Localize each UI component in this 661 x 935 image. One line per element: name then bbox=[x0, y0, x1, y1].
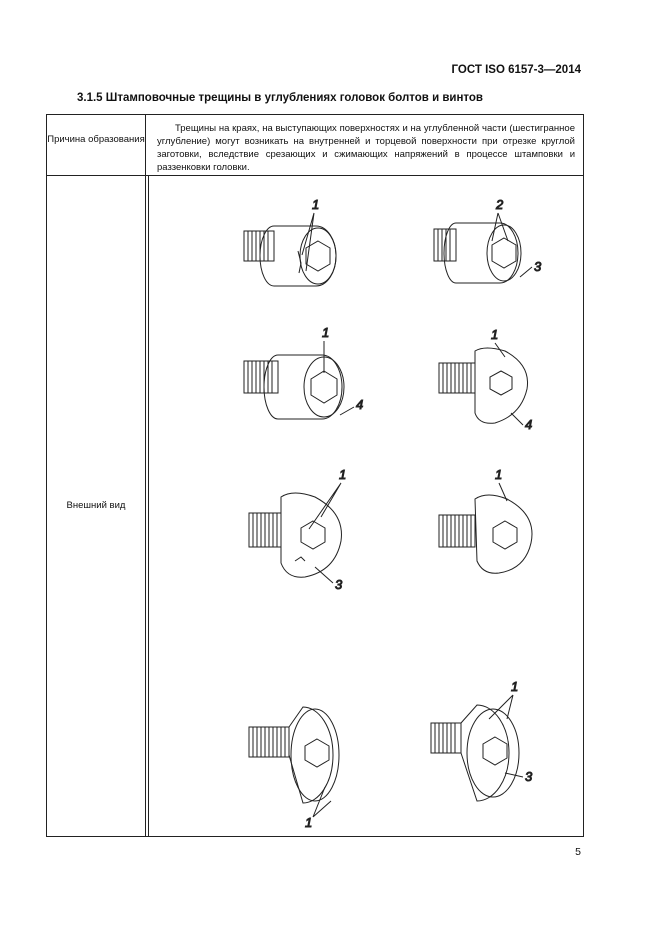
bolt-figure-6 bbox=[439, 467, 532, 573]
column-divider bbox=[145, 115, 146, 836]
callout-3: 3 bbox=[534, 259, 542, 274]
bolt-figure-5 bbox=[249, 467, 346, 592]
bolt-drawing-icon bbox=[249, 707, 339, 803]
bolt-figure-2 bbox=[434, 197, 542, 283]
callout-2: 2 bbox=[496, 197, 504, 212]
bolt-figure-4 bbox=[439, 327, 532, 432]
document-code: ГОСТ ISO 6157-3—2014 bbox=[451, 64, 581, 76]
bolt-figure-7 bbox=[249, 707, 339, 830]
callout-4: 4 bbox=[356, 397, 364, 412]
callout-1: 1 bbox=[511, 679, 519, 694]
callout-4: 4 bbox=[525, 417, 533, 432]
bolt-figure-3 bbox=[244, 325, 363, 419]
bolt-drawing-icon bbox=[244, 355, 344, 419]
bolt-figure-8 bbox=[431, 679, 533, 801]
callout-1: 1 bbox=[305, 815, 313, 830]
callout-1: 1 bbox=[495, 467, 503, 482]
appearance-label: Внешний вид bbox=[66, 500, 126, 511]
callout-3: 3 bbox=[525, 769, 533, 784]
bolt-figure-1 bbox=[244, 197, 336, 286]
bolt-drawing-icon bbox=[434, 223, 521, 283]
callout-1: 1 bbox=[322, 325, 330, 340]
bolt-drawing-icon bbox=[431, 705, 519, 801]
defect-table bbox=[46, 114, 584, 837]
callout-1: 1 bbox=[339, 467, 347, 482]
figures-area bbox=[149, 177, 583, 837]
row-divider bbox=[47, 175, 583, 176]
cause-text: Трещины на краях, на выступающих поверхностях и на углубленной части (шестигранное углубление) могут возникать на внутренней и торцевой поверхности при отрезке круглой заготовки, вследствие срезающих и сжимающих напряжений в процессе штамповки и раззенковки головки. bbox=[157, 123, 575, 173]
callout-1: 1 bbox=[491, 327, 499, 342]
bolt-drawing-icon bbox=[439, 348, 528, 423]
page-number: 5 bbox=[575, 846, 581, 858]
callout-1: 1 bbox=[312, 197, 320, 212]
section-title: 3.1.5 Штамповочные трещины в углублениях головок болтов и винтов bbox=[77, 92, 483, 104]
bolt-drawing-icon bbox=[439, 495, 532, 573]
cause-label: Причина образования bbox=[47, 134, 145, 145]
callout-3: 3 bbox=[335, 577, 343, 592]
bolt-drawing-icon bbox=[244, 226, 336, 286]
